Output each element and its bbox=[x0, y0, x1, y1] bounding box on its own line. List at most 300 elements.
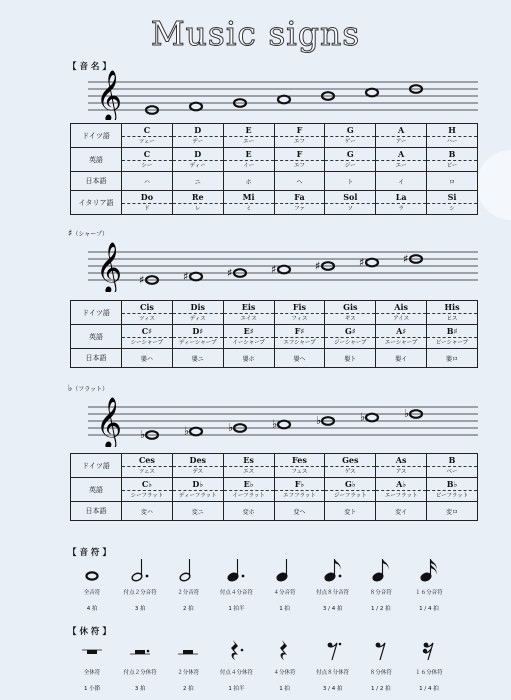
table-row bbox=[71, 172, 478, 191]
whole-note-head bbox=[366, 89, 378, 97]
cell-name: Fa bbox=[275, 191, 325, 204]
cell-name: Cis bbox=[122, 301, 172, 314]
item-name: ８分音符 bbox=[369, 590, 392, 596]
notes-natural bbox=[146, 85, 422, 114]
item-beats: 3 拍 bbox=[134, 686, 146, 692]
row-label: イタリア語 bbox=[71, 191, 122, 215]
cell-name: G bbox=[325, 148, 375, 161]
table-cell bbox=[122, 325, 173, 349]
cell-reading: エフ bbox=[293, 163, 305, 169]
table-cell bbox=[172, 191, 223, 215]
table-cell bbox=[122, 148, 173, 172]
treble-clef-icon: 𝄞 bbox=[96, 70, 123, 120]
cell-reading: エーシャープ bbox=[384, 340, 418, 346]
cell-reading: ディス bbox=[189, 316, 206, 322]
table-cell: 嬰ホ bbox=[223, 349, 274, 368]
cell-reading: ド bbox=[144, 206, 150, 212]
item-beats: 1 / 4 拍 bbox=[419, 686, 439, 692]
cell-reading: ハー bbox=[446, 139, 458, 145]
cell-reading: アイス bbox=[393, 316, 410, 322]
cell-reading: ミ bbox=[245, 206, 252, 212]
cell-name: Dis bbox=[173, 301, 223, 314]
cell-name: F♭ bbox=[275, 478, 325, 491]
row-label: 日本語 bbox=[71, 502, 122, 521]
table-flat-names bbox=[70, 453, 478, 521]
table-cell bbox=[223, 148, 274, 172]
cell-reading: ソ bbox=[347, 206, 354, 212]
whole-note-head bbox=[278, 96, 290, 104]
table-cell bbox=[325, 124, 376, 148]
table-cell: 変ハ bbox=[122, 502, 173, 521]
table-row bbox=[71, 454, 478, 478]
page-title: Music signs bbox=[150, 14, 361, 53]
sharp-icon: ♯ bbox=[68, 229, 73, 239]
note-item bbox=[405, 556, 453, 612]
section-heading-rests: 【 休 符 】 bbox=[68, 627, 111, 637]
item-beats: 3 / 4 拍 bbox=[322, 606, 343, 612]
table-row bbox=[71, 148, 478, 172]
table-cell: イ bbox=[376, 172, 427, 191]
sharp-accidental-icon: ♯ bbox=[227, 266, 233, 280]
table-cell bbox=[427, 325, 478, 349]
whole-rest-icon bbox=[77, 636, 107, 664]
table-cell bbox=[376, 325, 427, 349]
whole-note-icon bbox=[77, 556, 107, 584]
cell-name: A bbox=[376, 124, 426, 137]
table-cell bbox=[427, 478, 478, 502]
section-heading-names: 【 音 名 】 bbox=[68, 62, 111, 72]
table-cell bbox=[427, 148, 478, 172]
eighth-note-icon bbox=[366, 556, 396, 584]
sharp-accidental-icon: ♯ bbox=[183, 270, 189, 283]
dotted-quarter-note-icon bbox=[221, 556, 251, 584]
cell-name: Eis bbox=[224, 301, 274, 314]
table-cell bbox=[122, 454, 173, 478]
item-name: 付点２分休符 bbox=[123, 670, 157, 676]
cell-name: Fes bbox=[275, 454, 325, 467]
table-cell bbox=[376, 454, 427, 478]
table-cell: 変ホ bbox=[223, 502, 274, 521]
staff-sharp bbox=[70, 240, 478, 292]
cell-name: Si bbox=[427, 191, 477, 204]
whole-note-head bbox=[190, 103, 202, 111]
sixteenth-note-icon bbox=[414, 556, 444, 584]
sharp-accidental-icon: ♯ bbox=[403, 252, 409, 266]
table-cell: ホ bbox=[223, 172, 274, 191]
item-beats: 2 拍 bbox=[182, 606, 194, 612]
half-rest-icon bbox=[173, 636, 203, 664]
cell-name: C♭ bbox=[122, 478, 172, 491]
row-label: 英語 bbox=[71, 148, 122, 172]
table-natural-names bbox=[70, 123, 478, 215]
table-cell bbox=[376, 124, 427, 148]
table-cell bbox=[274, 191, 325, 215]
table-row bbox=[71, 478, 478, 502]
cell-name: Re bbox=[173, 191, 223, 204]
row-label: 英語 bbox=[71, 478, 122, 502]
cell-name: Ges bbox=[325, 454, 375, 467]
table-cell bbox=[325, 454, 376, 478]
flat-accidental-icon: ♭ bbox=[228, 421, 234, 434]
whole-note-head bbox=[190, 273, 202, 281]
section-heading-notes: 【 音 符 】 bbox=[68, 548, 111, 558]
table-cell bbox=[122, 191, 173, 215]
table-cell bbox=[122, 124, 173, 148]
table-cell bbox=[376, 148, 427, 172]
item-name: 付点２分音符 bbox=[123, 590, 157, 596]
cell-reading: イーシャープ bbox=[232, 340, 265, 346]
table-cell bbox=[427, 454, 478, 478]
rests-grid bbox=[68, 636, 453, 692]
cell-reading: シー bbox=[141, 163, 153, 169]
cell-name: H bbox=[427, 124, 477, 137]
cell-reading: ツェス bbox=[138, 469, 156, 475]
table-cell: ロ bbox=[427, 172, 478, 191]
flat-accidental-icon: ♭ bbox=[404, 407, 410, 420]
cell-name: Des bbox=[173, 454, 223, 467]
table-cell: 変イ bbox=[376, 502, 427, 521]
table-cell bbox=[376, 478, 427, 502]
rest-item bbox=[116, 636, 164, 692]
table-cell bbox=[376, 301, 427, 325]
note-item bbox=[164, 556, 212, 612]
cell-reading: エフフラット bbox=[283, 493, 316, 499]
note-item bbox=[212, 556, 260, 612]
cell-name: A♯ bbox=[376, 325, 426, 338]
cell-name: A bbox=[376, 148, 426, 161]
cell-name: G♯ bbox=[325, 325, 375, 338]
cell-name: F♯ bbox=[275, 325, 325, 338]
whole-note-head bbox=[278, 421, 290, 429]
row-label: ドイツ語 bbox=[71, 301, 122, 325]
flat-accidental-icon: ♭ bbox=[272, 417, 278, 431]
table-row bbox=[71, 502, 478, 521]
whole-note-head bbox=[366, 259, 378, 267]
cell-name: G♭ bbox=[325, 478, 375, 491]
notes-grid bbox=[68, 556, 453, 612]
note-item bbox=[357, 556, 405, 612]
cell-name: Mi bbox=[224, 191, 274, 204]
table-cell bbox=[325, 148, 376, 172]
cell-name: As bbox=[376, 454, 426, 467]
cell-name: B♭ bbox=[427, 478, 477, 491]
notes-flat bbox=[140, 407, 422, 441]
item-name: 全休符 bbox=[83, 670, 101, 676]
cell-name: E bbox=[224, 124, 274, 137]
dotted-half-note-icon bbox=[125, 556, 155, 584]
flat-icon: ♭ bbox=[68, 384, 73, 394]
row-label: 日本語 bbox=[71, 172, 122, 191]
row-label: 日本語 bbox=[71, 349, 122, 368]
cell-reading: ゲー bbox=[344, 139, 356, 145]
table-cell bbox=[427, 124, 478, 148]
cell-name: D bbox=[173, 124, 223, 137]
cell-name: C bbox=[122, 148, 172, 161]
item-name: ８分休符 bbox=[369, 670, 392, 676]
flat-accidental-icon: ♭ bbox=[360, 410, 366, 424]
folder-tab-notch bbox=[477, 150, 511, 220]
table-cell bbox=[376, 191, 427, 215]
table-cell: ニ bbox=[172, 172, 223, 191]
table-cell bbox=[274, 301, 325, 325]
item-beats: 1 拍 bbox=[279, 606, 290, 612]
table-cell bbox=[223, 191, 274, 215]
item-name: 付点８分音符 bbox=[316, 590, 350, 596]
staff-natural bbox=[70, 70, 478, 120]
whole-note-head bbox=[366, 414, 378, 422]
table-cell: ヘ bbox=[274, 172, 325, 191]
cell-reading: ゲス bbox=[344, 469, 356, 475]
cell-reading: シーフラット bbox=[130, 493, 164, 499]
cell-reading: エー bbox=[395, 163, 407, 169]
dotted-eighth-rest-icon bbox=[318, 636, 348, 664]
item-name: ４分休符 bbox=[273, 670, 296, 676]
item-beats: 2 拍 bbox=[182, 686, 194, 692]
cell-name: B bbox=[427, 454, 477, 467]
flat-accidental-icon: ♭ bbox=[184, 424, 190, 438]
table-cell bbox=[122, 301, 173, 325]
cell-reading: ジーシャープ bbox=[334, 340, 367, 346]
table-row bbox=[71, 191, 478, 215]
table-cell: 変ロ bbox=[427, 502, 478, 521]
rest-item bbox=[357, 636, 405, 692]
table-cell bbox=[274, 478, 325, 502]
item-name: １６分音符 bbox=[415, 590, 443, 596]
cell-reading: ツェー bbox=[138, 139, 156, 145]
staff-flat bbox=[70, 395, 478, 447]
item-beats: 1 拍半 bbox=[228, 606, 245, 612]
rest-item bbox=[261, 636, 309, 692]
table-sharp-names bbox=[70, 300, 478, 368]
cell-reading: ギス bbox=[344, 316, 356, 322]
cell-reading: エフシャープ bbox=[283, 340, 316, 346]
table-row bbox=[71, 325, 478, 349]
table-cell bbox=[325, 301, 376, 325]
table-cell bbox=[325, 478, 376, 502]
section-heading-flat bbox=[68, 384, 108, 394]
cell-name: E♭ bbox=[224, 478, 274, 491]
table-cell bbox=[172, 124, 223, 148]
cell-reading: イー bbox=[243, 163, 255, 169]
cell-reading: イーフラット bbox=[232, 493, 265, 499]
cell-name: D bbox=[173, 148, 223, 161]
table-cell: 嬰イ bbox=[376, 349, 427, 368]
flat-accidental-icon: ♭ bbox=[140, 428, 146, 441]
rest-item bbox=[309, 636, 357, 692]
item-name: ２分休符 bbox=[177, 670, 200, 676]
cell-name: C bbox=[122, 124, 172, 137]
table-cell bbox=[274, 325, 325, 349]
item-name: 付点８分休符 bbox=[316, 670, 350, 676]
item-name: 付点４分休符 bbox=[219, 670, 253, 676]
cell-reading: ラ bbox=[398, 206, 404, 212]
cell-name: G bbox=[325, 124, 375, 137]
flat-accidental-icon: ♭ bbox=[316, 414, 322, 427]
cell-name: F bbox=[275, 148, 325, 161]
cell-name: D♯ bbox=[173, 325, 223, 338]
rest-item bbox=[164, 636, 212, 692]
whole-note-head bbox=[278, 266, 290, 274]
cell-reading: ディーシャープ bbox=[178, 340, 217, 346]
item-beats: 1 拍半 bbox=[228, 686, 245, 692]
rest-item bbox=[68, 636, 116, 692]
flat-label: （フラット） bbox=[72, 386, 109, 393]
cell-name: E♯ bbox=[224, 325, 274, 338]
sixteenth-rest-icon bbox=[414, 636, 444, 664]
table-row bbox=[71, 349, 478, 368]
item-beats: 4 拍 bbox=[86, 606, 98, 612]
cell-name: D♭ bbox=[173, 478, 223, 491]
cell-reading: ビー bbox=[446, 163, 458, 169]
table-cell bbox=[223, 478, 274, 502]
cell-reading: エー bbox=[243, 139, 255, 145]
cell-reading: ビーフラット bbox=[435, 493, 469, 499]
sharp-accidental-icon: ♯ bbox=[315, 259, 321, 273]
table-cell: ト bbox=[325, 172, 376, 191]
cell-reading: アー bbox=[395, 139, 407, 145]
cell-name: Gis bbox=[325, 301, 375, 314]
cell-reading: ジーフラット bbox=[333, 493, 367, 499]
half-note-icon bbox=[173, 556, 203, 584]
cell-reading: フィス bbox=[291, 316, 308, 322]
table-cell: 変ヘ bbox=[274, 502, 325, 521]
table-cell bbox=[122, 478, 173, 502]
table-cell bbox=[172, 148, 223, 172]
table-cell bbox=[325, 191, 376, 215]
cell-name: La bbox=[376, 191, 426, 204]
cell-reading: ビーシャープ bbox=[435, 340, 469, 346]
item-beats: 3 拍 bbox=[134, 606, 146, 612]
table-cell: 嬰ヘ bbox=[274, 349, 325, 368]
cell-name: His bbox=[427, 301, 477, 314]
row-label: 英語 bbox=[71, 325, 122, 349]
table-cell: 嬰ニ bbox=[172, 349, 223, 368]
cell-name: Ces bbox=[122, 454, 172, 467]
cell-reading: レ bbox=[195, 206, 201, 212]
cell-reading: デス bbox=[192, 469, 204, 475]
sharp-accidental-icon: ♯ bbox=[271, 263, 277, 276]
row-label: ドイツ語 bbox=[71, 454, 122, 478]
cell-name: Do bbox=[122, 191, 172, 204]
table-cell bbox=[274, 148, 325, 172]
table-cell bbox=[274, 454, 325, 478]
cell-reading: シーシャープ bbox=[130, 340, 164, 346]
table-cell: 変ニ bbox=[172, 502, 223, 521]
table-cell bbox=[427, 191, 478, 215]
table-cell bbox=[223, 454, 274, 478]
section-heading-sharp bbox=[68, 229, 108, 239]
table-row bbox=[71, 124, 478, 148]
cell-name: E bbox=[224, 148, 274, 161]
sharp-label: （シャープ） bbox=[72, 231, 108, 238]
cell-reading: アス bbox=[395, 469, 407, 475]
cell-reading: ツィス bbox=[138, 316, 155, 322]
item-beats: 1 / 2 拍 bbox=[371, 686, 391, 692]
quarter-rest-icon bbox=[270, 636, 300, 664]
table-cell: 嬰ハ bbox=[122, 349, 173, 368]
treble-clef-icon: 𝄞 bbox=[96, 397, 123, 447]
item-beats: 1 拍 bbox=[279, 686, 290, 692]
table-cell bbox=[172, 301, 223, 325]
cell-name: C♯ bbox=[122, 325, 172, 338]
item-beats: 1 小節 bbox=[83, 686, 101, 692]
quarter-note-icon bbox=[270, 556, 300, 584]
cell-name: Es bbox=[224, 454, 274, 467]
table-cell bbox=[172, 478, 223, 502]
cell-reading: フェス bbox=[291, 469, 308, 475]
rest-item bbox=[405, 636, 453, 692]
note-item bbox=[309, 556, 357, 612]
item-beats: 3 / 4 拍 bbox=[322, 686, 343, 692]
cell-name: Sol bbox=[325, 191, 375, 204]
note-item bbox=[68, 556, 116, 612]
item-name: ４分音符 bbox=[273, 590, 296, 596]
dotted-eighth-note-icon bbox=[318, 556, 348, 584]
item-beats: 1 / 4 拍 bbox=[419, 606, 439, 612]
cell-reading: エス bbox=[243, 469, 255, 475]
note-item bbox=[261, 556, 309, 612]
cell-name: Fis bbox=[275, 301, 325, 314]
dotted-quarter-rest-icon bbox=[221, 636, 251, 664]
table-cell: 嬰ロ bbox=[427, 349, 478, 368]
note-item bbox=[116, 556, 164, 612]
table-cell bbox=[325, 325, 376, 349]
item-beats: 1 / 2 拍 bbox=[371, 606, 391, 612]
table-cell: 変ト bbox=[325, 502, 376, 521]
cell-reading: エイス bbox=[240, 316, 257, 322]
dotted-half-rest-icon bbox=[125, 636, 155, 664]
item-name: 全音符 bbox=[83, 590, 101, 596]
cell-reading: ディーフラット bbox=[178, 493, 217, 499]
table-cell bbox=[172, 454, 223, 478]
table-cell: 嬰ト bbox=[325, 349, 376, 368]
eighth-rest-icon bbox=[366, 636, 396, 664]
sharp-accidental-icon: ♯ bbox=[139, 273, 145, 287]
cell-reading: ヒス bbox=[446, 316, 458, 322]
cell-reading: エーフラット bbox=[384, 493, 418, 499]
table-cell bbox=[172, 325, 223, 349]
notes-sharp bbox=[139, 253, 422, 287]
table-cell bbox=[223, 301, 274, 325]
cell-name: F bbox=[275, 124, 325, 137]
table-cell bbox=[274, 124, 325, 148]
cell-reading: ジー bbox=[344, 163, 356, 169]
cell-name: B bbox=[427, 148, 477, 161]
row-label: ドイツ語 bbox=[71, 124, 122, 148]
table-cell bbox=[223, 325, 274, 349]
table-cell bbox=[223, 124, 274, 148]
cell-reading: エフ bbox=[293, 139, 305, 145]
cell-name: A♭ bbox=[376, 478, 426, 491]
item-name: ２分音符 bbox=[177, 590, 200, 596]
cell-reading: ベー bbox=[446, 469, 458, 475]
cell-reading: デー bbox=[192, 139, 204, 145]
cell-name: B♯ bbox=[427, 325, 477, 338]
table-cell bbox=[427, 301, 478, 325]
sharp-accidental-icon: ♯ bbox=[359, 256, 365, 269]
table-row bbox=[71, 301, 478, 325]
cell-reading: シ bbox=[449, 206, 455, 212]
item-name: 付点４分音符 bbox=[219, 590, 253, 596]
rest-item bbox=[212, 636, 260, 692]
cell-name: Ais bbox=[376, 301, 426, 314]
item-name: １６分休符 bbox=[415, 670, 443, 676]
cell-reading: ファ bbox=[294, 206, 305, 212]
cell-reading: ディー bbox=[189, 163, 206, 169]
table-cell: ハ bbox=[122, 172, 173, 191]
treble-clef-icon: 𝄞 bbox=[96, 242, 123, 292]
whole-note-head bbox=[190, 428, 202, 436]
